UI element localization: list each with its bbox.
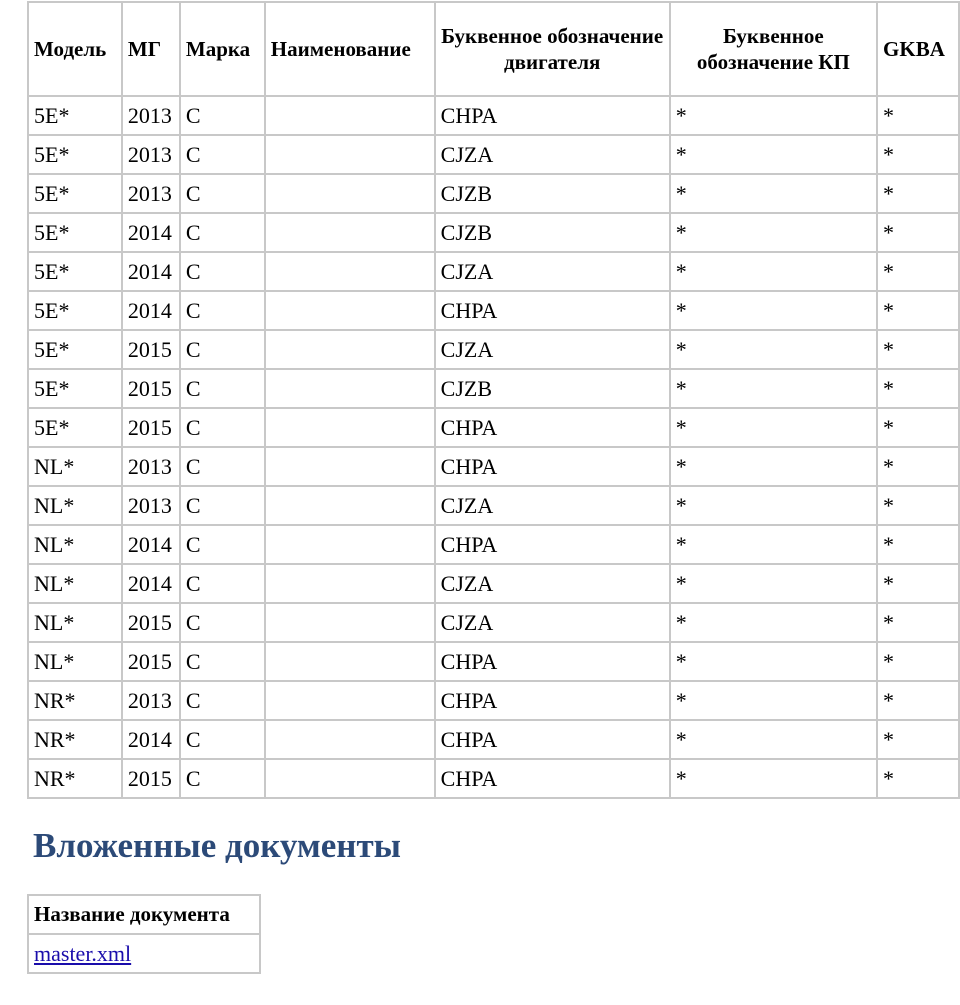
cell-gkba: * — [878, 487, 960, 526]
cell-engine-code: CHPA — [436, 409, 671, 448]
cell-brand: C — [181, 370, 266, 409]
table-row — [29, 682, 960, 721]
cell-gkba: * — [878, 721, 960, 760]
cell-model: 5E* — [29, 97, 123, 136]
cell-name — [266, 643, 436, 682]
attachments-header-row — [29, 896, 261, 935]
cell-gearbox-code: * — [671, 721, 878, 760]
table-row — [29, 565, 960, 604]
cell-engine-code: CJZA — [436, 565, 671, 604]
cell-gkba: * — [878, 136, 960, 175]
cell-gearbox-code: * — [671, 448, 878, 487]
cell-brand: C — [181, 97, 266, 136]
cell-model: 5E* — [29, 409, 123, 448]
table-row — [29, 331, 960, 370]
cell-model: NL* — [29, 526, 123, 565]
cell-mg: 2013 — [123, 487, 181, 526]
cell-brand: C — [181, 760, 266, 799]
cell-gearbox-code: * — [671, 565, 878, 604]
cell-model: 5E* — [29, 175, 123, 214]
cell-mg: 2015 — [123, 331, 181, 370]
cell-name — [266, 565, 436, 604]
cell-name — [266, 448, 436, 487]
cell-brand: C — [181, 643, 266, 682]
cell-mg: 2015 — [123, 643, 181, 682]
attachment-row — [29, 935, 261, 974]
cell-brand: C — [181, 253, 266, 292]
cell-gkba: * — [878, 760, 960, 799]
vehicle-table — [27, 1, 960, 799]
header-name: Наименование — [266, 3, 436, 97]
table-row — [29, 604, 960, 643]
cell-brand: C — [181, 214, 266, 253]
cell-gearbox-code: * — [671, 643, 878, 682]
table-row — [29, 409, 960, 448]
attachments-table — [27, 894, 261, 974]
cell-brand: C — [181, 331, 266, 370]
cell-mg: 2015 — [123, 604, 181, 643]
cell-gkba: * — [878, 526, 960, 565]
header-gearbox-code: Буквенное обозначение КП — [671, 3, 878, 97]
cell-mg: 2013 — [123, 97, 181, 136]
header-brand: Марка — [181, 3, 266, 97]
cell-brand: C — [181, 487, 266, 526]
cell-name — [266, 253, 436, 292]
cell-model: NL* — [29, 604, 123, 643]
cell-engine-code: CHPA — [436, 448, 671, 487]
cell-gkba: * — [878, 643, 960, 682]
cell-name — [266, 370, 436, 409]
cell-mg: 2014 — [123, 253, 181, 292]
table-row — [29, 526, 960, 565]
cell-gkba: * — [878, 682, 960, 721]
cell-gkba: * — [878, 448, 960, 487]
header-document-name: Название документа — [29, 896, 261, 935]
cell-model: NR* — [29, 760, 123, 799]
cell-model: NL* — [29, 448, 123, 487]
cell-model: 5E* — [29, 292, 123, 331]
cell-name — [266, 682, 436, 721]
cell-gearbox-code: * — [671, 97, 878, 136]
cell-gearbox-code: * — [671, 487, 878, 526]
cell-gkba: * — [878, 97, 960, 136]
cell-model: NL* — [29, 487, 123, 526]
cell-model: NR* — [29, 721, 123, 760]
cell-gearbox-code: * — [671, 604, 878, 643]
cell-mg: 2014 — [123, 292, 181, 331]
cell-mg: 2015 — [123, 370, 181, 409]
cell-engine-code: CHPA — [436, 643, 671, 682]
header-mg: МГ — [123, 3, 181, 97]
cell-brand: C — [181, 136, 266, 175]
cell-model: 5E* — [29, 136, 123, 175]
cell-brand: C — [181, 292, 266, 331]
cell-mg: 2013 — [123, 682, 181, 721]
cell-engine-code: CJZA — [436, 136, 671, 175]
cell-name — [266, 409, 436, 448]
cell-engine-code: CJZA — [436, 253, 671, 292]
cell-mg: 2014 — [123, 526, 181, 565]
cell-mg: 2015 — [123, 760, 181, 799]
table-body — [29, 97, 960, 799]
cell-gearbox-code: * — [671, 214, 878, 253]
table-row — [29, 175, 960, 214]
cell-engine-code: CHPA — [436, 682, 671, 721]
cell-gkba: * — [878, 370, 960, 409]
table-row — [29, 97, 960, 136]
attachment-link[interactable]: master.xml — [34, 940, 132, 966]
table-row — [29, 253, 960, 292]
cell-brand: C — [181, 565, 266, 604]
header-engine-code: Буквенное обозначение двигателя — [436, 3, 671, 97]
cell-name — [266, 604, 436, 643]
cell-name — [266, 97, 436, 136]
cell-gearbox-code: * — [671, 175, 878, 214]
table-row — [29, 214, 960, 253]
header-gkba: GKBA — [878, 3, 960, 97]
cell-name — [266, 331, 436, 370]
cell-name — [266, 721, 436, 760]
cell-brand: C — [181, 682, 266, 721]
cell-gearbox-code: * — [671, 760, 878, 799]
cell-model: NL* — [29, 565, 123, 604]
table-row — [29, 370, 960, 409]
cell-mg: 2014 — [123, 721, 181, 760]
cell-name — [266, 487, 436, 526]
cell-name — [266, 760, 436, 799]
header-model: Модель — [29, 3, 123, 97]
cell-brand: C — [181, 526, 266, 565]
cell-gkba: * — [878, 331, 960, 370]
cell-gearbox-code: * — [671, 682, 878, 721]
cell-name — [266, 292, 436, 331]
table-header-row — [29, 3, 960, 97]
attachments-title: Вложенные документы — [33, 826, 401, 865]
cell-mg: 2013 — [123, 136, 181, 175]
attachment-cell — [29, 935, 261, 974]
cell-model: 5E* — [29, 331, 123, 370]
cell-gkba: * — [878, 253, 960, 292]
cell-gkba: * — [878, 604, 960, 643]
cell-mg: 2014 — [123, 214, 181, 253]
table-row — [29, 448, 960, 487]
cell-gearbox-code: * — [671, 409, 878, 448]
cell-engine-code: CJZB — [436, 175, 671, 214]
cell-gearbox-code: * — [671, 331, 878, 370]
table-row — [29, 721, 960, 760]
cell-model: 5E* — [29, 370, 123, 409]
cell-mg: 2013 — [123, 448, 181, 487]
cell-gkba: * — [878, 565, 960, 604]
cell-engine-code: CHPA — [436, 760, 671, 799]
cell-gearbox-code: * — [671, 136, 878, 175]
cell-brand: C — [181, 721, 266, 760]
table-row — [29, 760, 960, 799]
table-row — [29, 292, 960, 331]
table-row — [29, 643, 960, 682]
cell-name — [266, 136, 436, 175]
cell-engine-code: CJZA — [436, 604, 671, 643]
cell-brand: C — [181, 409, 266, 448]
cell-mg: 2013 — [123, 175, 181, 214]
cell-gearbox-code: * — [671, 292, 878, 331]
cell-name — [266, 214, 436, 253]
cell-engine-code: CJZA — [436, 487, 671, 526]
cell-brand: C — [181, 604, 266, 643]
cell-model: 5E* — [29, 253, 123, 292]
cell-engine-code: CJZA — [436, 331, 671, 370]
cell-engine-code: CHPA — [436, 526, 671, 565]
cell-name — [266, 175, 436, 214]
cell-engine-code: CJZB — [436, 214, 671, 253]
cell-model: 5E* — [29, 214, 123, 253]
cell-brand: C — [181, 175, 266, 214]
cell-mg: 2014 — [123, 565, 181, 604]
cell-model: NR* — [29, 682, 123, 721]
cell-engine-code: CHPA — [436, 97, 671, 136]
cell-gkba: * — [878, 175, 960, 214]
cell-mg: 2015 — [123, 409, 181, 448]
cell-gearbox-code: * — [671, 370, 878, 409]
cell-gkba: * — [878, 214, 960, 253]
cell-name — [266, 526, 436, 565]
cell-engine-code: CHPA — [436, 721, 671, 760]
cell-gkba: * — [878, 292, 960, 331]
table-row — [29, 136, 960, 175]
cell-gkba: * — [878, 409, 960, 448]
cell-gearbox-code: * — [671, 526, 878, 565]
table-row — [29, 487, 960, 526]
cell-engine-code: CHPA — [436, 292, 671, 331]
cell-brand: C — [181, 448, 266, 487]
cell-gearbox-code: * — [671, 253, 878, 292]
cell-model: NL* — [29, 643, 123, 682]
cell-engine-code: CJZB — [436, 370, 671, 409]
